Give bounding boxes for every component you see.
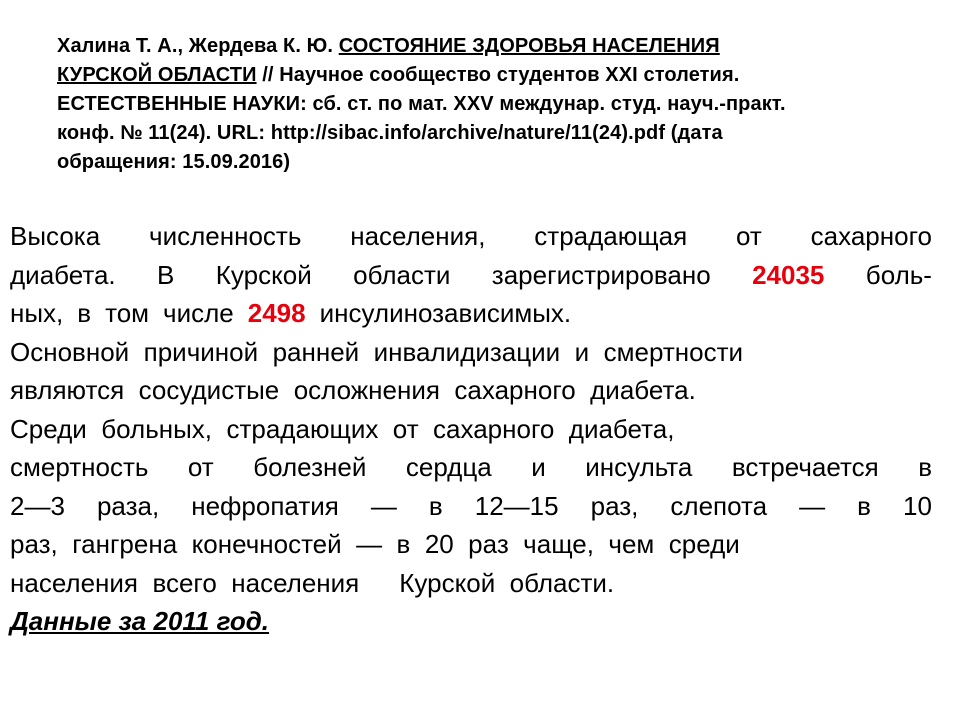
word: 2—3 [10,490,65,521]
insulin-dependent-count: 2498 [247,298,306,328]
word: числе [163,298,234,328]
body-line-9: раз, гангрена конечностей — в 20 раз чаще, чем среди [10,529,740,559]
body-line-6: Среди больных, страдающих от сахарного диабета, [10,413,675,444]
word: в [918,452,932,482]
citation-line-4: конф. № 11(24). URL: http://sibac.info/archive/nature/11(24).pdf (дата [57,122,723,144]
word: встречается [731,452,879,482]
word: — [370,490,397,521]
word: зарегистрировано [491,259,711,290]
main-text [10,217,932,641]
citation-line-1 [57,32,857,61]
body-line-3 [10,294,932,333]
body-line-10-start: населения всего населения [10,567,360,598]
word: численность [149,221,302,251]
body-line-10 [10,564,932,603]
word: — [799,490,826,521]
body-line-4: Основной причиной ранней инвалидизации и смертности [10,336,744,367]
word: ных, [10,298,64,328]
word: том [105,298,150,328]
citation-line-3: ЕСТЕСТВЕННЫЕ НАУКИ: сб. ст. по мат. XXV междунар. студ. науч.-практ. [57,93,786,115]
word: слепота [670,490,768,521]
body-line-7 [10,448,932,487]
word: страдающая [534,221,688,251]
body-line-1 [10,217,932,256]
citation-source: // Научное сообщество студентов XXI столетия. [256,64,740,86]
word: 12—15 [474,490,559,521]
word: 10 [903,490,932,521]
citation-line-5: обращения: 15.09.2016) [57,151,291,173]
citation-authors: Халина Т. А., Жердева К. Ю. [57,35,339,57]
word: Высока [10,221,101,251]
word: инсульта [585,452,693,482]
body-line-2 [10,256,932,295]
word: населения, [350,221,486,251]
word: в [428,490,443,521]
registered-patients-count: 24035 [752,259,825,290]
data-year-note: Данные за 2011 год. [10,606,270,636]
citation-line-2 [57,61,857,90]
word: инсулинозависимых. [319,298,572,328]
word: боль- [865,259,932,290]
word: и [531,452,546,482]
word: Курской [215,259,312,290]
word: диабета. [10,259,116,290]
word: сахарного [810,221,932,251]
word: сердца [405,452,492,482]
word: нефропатия [191,490,339,521]
citation-title-part2: КУРСКОЙ ОБЛАСТИ [57,64,257,86]
body-line-10-end: Курской области. [399,567,615,598]
word: В [157,259,175,290]
word: области [353,259,451,290]
word: от [187,452,214,482]
word: смертность [10,452,149,482]
word: болезней [253,452,367,482]
word: в [857,490,871,521]
word: раза, [96,490,160,521]
word: в [77,298,92,328]
citation-block [57,32,857,177]
word: от [736,221,762,251]
body-line-8 [10,487,932,526]
citation-title-part1: СОСТОЯНИЕ ЗДОРОВЬЯ НАСЕЛЕНИЯ [338,35,720,57]
body-line-5: являются сосудистые осложнения сахарного диабета. [10,375,696,405]
word: раз, [590,490,639,521]
